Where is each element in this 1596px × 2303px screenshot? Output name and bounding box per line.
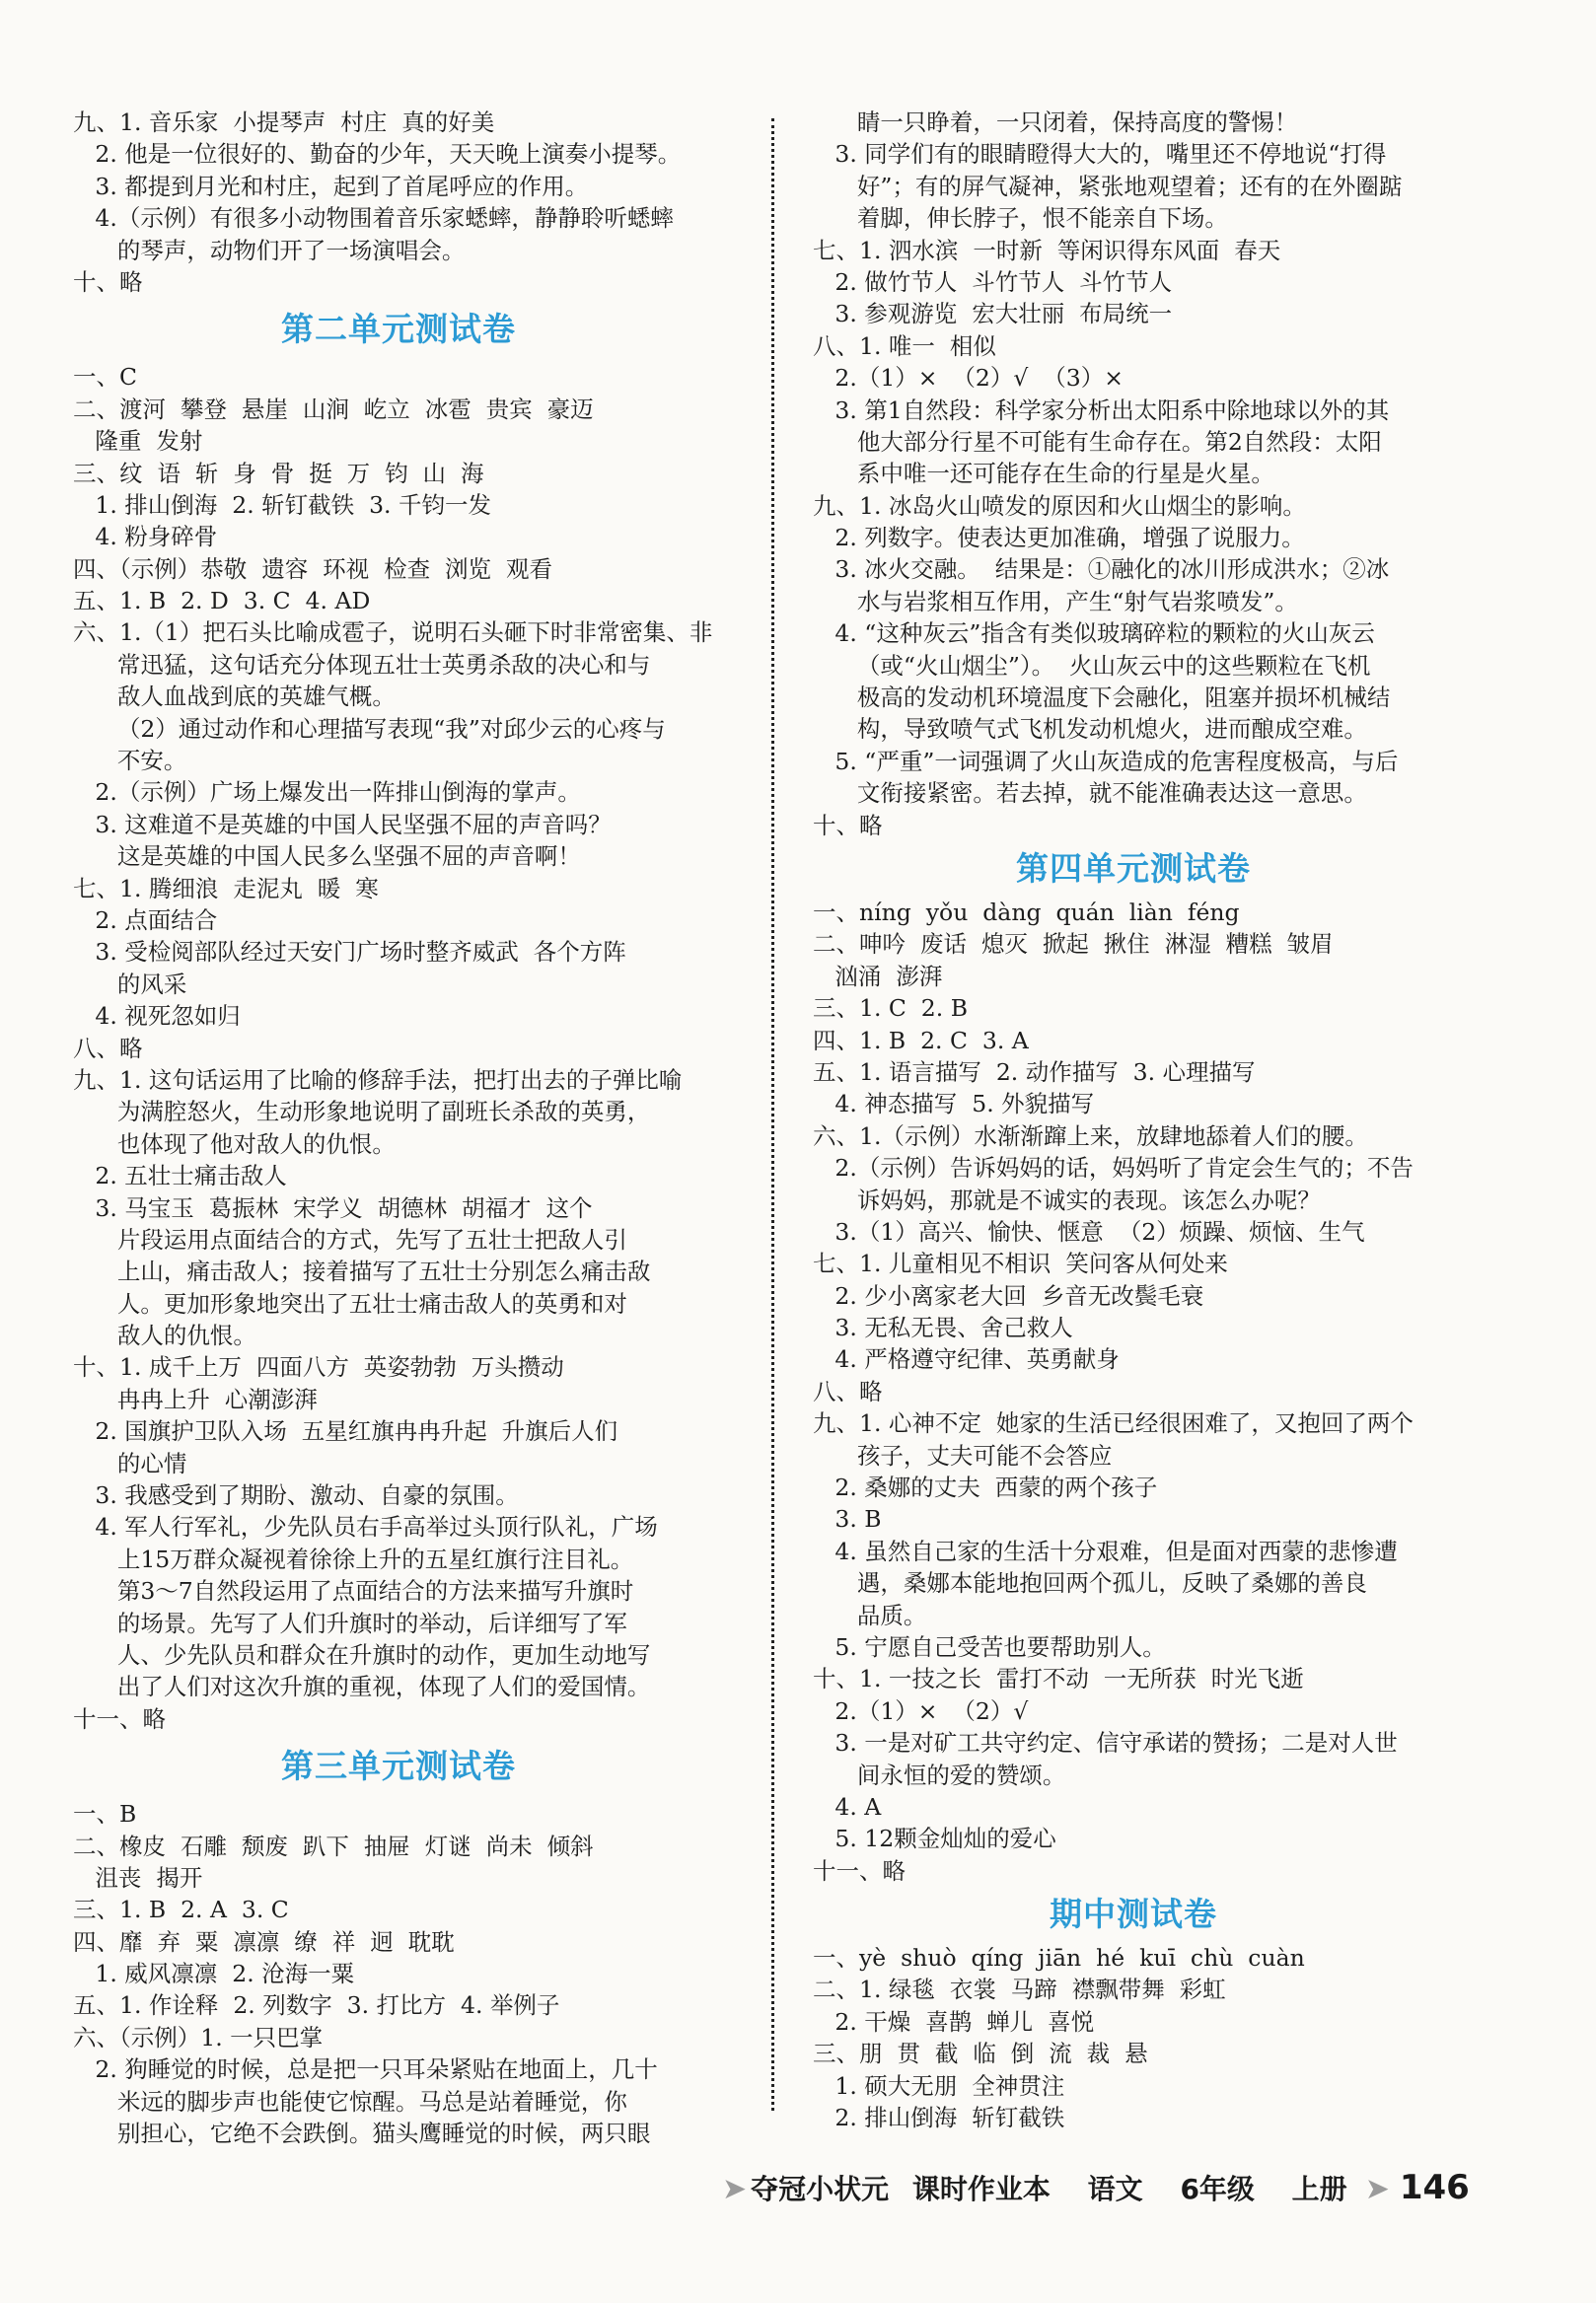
answer-line: 十、1. 一技之长 雷打不动 一无所获 时光飞逝 — [813, 1665, 1304, 1693]
answer-line: 九、1. 音乐家 小提琴声 村庄 真的好美 — [73, 108, 495, 136]
answer-line: 十、略 — [73, 267, 143, 296]
answer-line: 3. 都提到月光和村庄，起到了首尾呼应的作用。 — [73, 172, 589, 200]
answer-line: 七、1. 腾细浪 走泥丸 暖 寒 — [73, 874, 379, 902]
answer-line: 3. 一是对矿工共守约定、信守承诺的赞扬；二是对人世 — [813, 1729, 1398, 1758]
section-title: 期中测试卷 — [1050, 1895, 1217, 1934]
answer-line: 这是英雄的中国人民多么坚强不屈的声音啊！ — [73, 842, 581, 871]
answer-line: 系中唯一还可能存在生命的行星是火星。 — [813, 460, 1274, 488]
answer-line: 2.（1）× （2）√ （3）× — [813, 364, 1124, 393]
answer-line: 片段运用点面结合的方式，先写了五壮士把敌人引 — [73, 1225, 627, 1254]
answer-line: 4. 军人行军礼，少先队员右手高举过头顶行队礼，广场 — [73, 1513, 658, 1542]
answer-line: 一、B — [73, 1800, 137, 1829]
answer-line: 2. 少小离家老大回 乡音无改鬓毛衰 — [813, 1281, 1204, 1310]
answer-line: 4.（示例）有很多小动物围着音乐家蟋蟀，静静聆听蟋蟀 — [73, 204, 674, 233]
answer-line: 4. “这种灰云”指含有类似玻璃碎粒的颗粒的火山灰云 — [813, 619, 1375, 648]
answer-line: 出了人们对这次升旗的重视，体现了人们的爱国情。 — [73, 1673, 651, 1701]
answer-line: 3. 我感受到了期盼、激动、自豪的氛围。 — [73, 1481, 519, 1510]
answer-line: 二、渡河 攀登 悬崖 山涧 屹立 冰雹 贵宾 豪迈 — [73, 395, 594, 423]
answer-line: 一、C — [73, 363, 137, 392]
answer-line: 1. 硕大无朋 全神贯注 — [813, 2071, 1065, 2100]
answer-line: 着脚，伸长脖子，恨不能亲自下场。 — [813, 204, 1228, 233]
answer-line: 的琴声，动物们开了一场演唱会。 — [73, 236, 466, 264]
answer-line: 四、1. B 2. C 3. A — [813, 1026, 1029, 1054]
answer-line: 八、1. 唯一 相似 — [813, 331, 996, 360]
answer-line: 二、呻吟 废话 熄灭 掀起 揪住 淋湿 糟糕 皱眉 — [813, 930, 1334, 959]
answer-line: 隆重 发射 — [73, 427, 203, 456]
answer-line: 四、（示例）恭敬 遗容 环视 检查 浏览 观看 — [73, 554, 552, 583]
answer-line: 汹涌 澎湃 — [813, 962, 943, 990]
answer-line: 3. 参观游览 宏大壮丽 布局统一 — [813, 300, 1173, 328]
answer-line: 2.（示例）广场上爆发出一阵排山倒海的掌声。 — [73, 778, 581, 807]
page-number: 146 — [1399, 2168, 1470, 2207]
answer-line: 2.（1）× （2）√ — [813, 1696, 1029, 1725]
answer-line: 2. 狗睡觉的时候，总是把一只耳朵紧贴在地面上，几十 — [73, 2055, 658, 2084]
footer-brand: 夺冠小状元 — [751, 2173, 890, 2205]
answer-line: 5. 12颗金灿灿的爱心 — [813, 1825, 1056, 1853]
page-footer — [718, 2165, 1470, 2210]
answer-line: 敌人的仇恨。 — [73, 1322, 256, 1350]
answer-line: 三、1. B 2. A 3. C — [73, 1896, 289, 1924]
answer-line: 好”；有的屏气凝神，紧张地观望着；还有的在外圈踮 — [813, 172, 1403, 200]
answer-line: 六、（示例）1. 一只巴掌 — [73, 2023, 324, 2051]
answer-line: 二、1. 绿毯 衣裳 马蹄 襟飘带舞 彩虹 — [813, 1976, 1226, 2004]
answer-line: 二、橡皮 石雕 颓废 趴下 抽屉 灯谜 尚未 倾斜 — [73, 1832, 594, 1860]
section-title: 第四单元测试卷 — [1016, 848, 1251, 888]
answer-line: 三、纹 语 斩 身 骨 挺 万 钧 山 海 — [73, 459, 484, 487]
answer-line: 4. 严格遵守纪律、英勇献身 — [813, 1345, 1120, 1374]
answer-line: 的场景。先写了人们升旗时的举动，后详细写了军 — [73, 1609, 627, 1637]
answer-line: 九、1. 冰岛火山喷发的原因和火山烟尘的影响。 — [813, 491, 1306, 520]
answer-line: 六、1.（示例）水渐渐蹿上来，放肆地舔着人们的腰。 — [813, 1121, 1368, 1150]
answer-line: 的风采 — [73, 970, 187, 998]
answer-line: 3. 第1自然段：科学家分析出太阳系中除地球以外的其 — [813, 396, 1390, 424]
answer-line: 十一、略 — [73, 1704, 166, 1733]
answer-line: 3. 马宝玉 葛振林 宋学义 胡德林 胡福才 这个 — [73, 1193, 593, 1222]
answer-line: 4. A — [813, 1792, 882, 1821]
answer-line: 2. 点面结合 — [73, 905, 218, 934]
answer-line: 构，导致喷气式飞机发动机熄火，进而酿成空难。 — [813, 715, 1367, 744]
answer-line: 为满腔怒火，生动形象地说明了副班长杀敌的英勇， — [73, 1098, 651, 1126]
answer-line: 4. 视死忽如归 — [73, 1002, 241, 1031]
answer-line: 上15万群众凝视着徐徐上升的五星红旗行注目礼。 — [73, 1545, 634, 1573]
answer-line: 冉冉上升 心潮澎湃 — [73, 1385, 318, 1413]
answer-line: 水与岩浆相互作用，产生“射气岩浆喷发”。 — [813, 587, 1298, 615]
answer-line: 五、1. 语言描写 2. 动作描写 3. 心理描写 — [813, 1057, 1256, 1086]
answer-line: 第3～7自然段运用了点面结合的方法来描写升旗时 — [73, 1577, 634, 1606]
answer-line: 3. 冰火交融。 结果是：①融化的冰川形成洪水；②冰 — [813, 555, 1390, 584]
answer-line: 六、1.（1）把石头比喻成雹子，说明石头砸下时非常密集、非 — [73, 618, 713, 647]
answer-line: 孩子，丈夫可能不会答应 — [813, 1441, 1113, 1470]
answer-line: 5. 宁愿自己受苦也要帮助别人。 — [813, 1632, 1166, 1661]
answer-line: 文衔接紧密。若去掉，就不能准确表达这一意思。 — [813, 779, 1367, 808]
answer-line: 五、1. B 2. D 3. C 4. AD — [73, 587, 371, 615]
answer-line: 常迅猛，这句话充分体现五壮士英勇杀敌的决心和与 — [73, 650, 651, 679]
section-title: 第三单元测试卷 — [281, 1747, 516, 1786]
section-title: 第二单元测试卷 — [281, 310, 516, 349]
answer-line: 品质。 — [813, 1601, 927, 1629]
answer-line: 1. 威风凛凛 2. 沧海一粟 — [73, 1960, 355, 1988]
answer-line: 2. 国旗护卫队入场 五星红旗冉冉升起 升旗后人们 — [73, 1417, 618, 1446]
column-divider — [771, 118, 774, 2111]
footer-grade: 6年级 — [1180, 2173, 1255, 2205]
answer-line: 九、1. 心神不定 她家的生活已经很困难了，又抱回了两个 — [813, 1409, 1414, 1438]
answer-line: 三、1. C 2. B — [813, 994, 968, 1023]
answer-line: 九、1. 这句话运用了比喻的修辞手法，把打出去的子弹比喻 — [73, 1065, 683, 1094]
arrow-icon: ➤ — [722, 2172, 748, 2206]
answer-line: （2）通过动作和心理描写表现“我”对邱少云的心疼与 — [73, 714, 666, 743]
answer-line: 十、略 — [813, 811, 883, 839]
answer-line: 一、níng yǒu dàng quán liàn féng — [813, 898, 1240, 926]
left-column — [73, 107, 724, 2149]
answer-line: 八、略 — [73, 1034, 143, 1062]
answer-line: 1. 排山倒海 2. 斩钉截铁 3. 千钧一发 — [73, 490, 491, 519]
answer-line: 七、1. 泗水滨 一时新 等闲识得东风面 春天 — [813, 236, 1281, 264]
answer-line: 遇，桑娜本能地抱回两个孤儿，反映了桑娜的善良 — [813, 1569, 1367, 1598]
answer-line: 人。更加形象地突出了五壮士痛击敌人的英勇和对 — [73, 1289, 627, 1318]
answer-line: 4. 粉身碎骨 — [73, 523, 218, 551]
answer-line: 一、yè shuò qíng jiān hé kuī chù cuàn — [813, 1944, 1305, 1973]
answer-line: 别担心，它绝不会跌倒。猫头鹰睡觉的时候，两只眼 — [73, 2120, 651, 2148]
answer-line: 睛一只睁着，一只闭着，保持高度的警惕！ — [813, 108, 1298, 136]
answer-line: 米远的脚步声也能使它惊醒。马总是站着睡觉，你 — [73, 2087, 627, 2116]
answer-line: 2. 五壮士痛击敌人 — [73, 1162, 287, 1190]
answer-line: 5. “严重”一词强调了火山灰造成的危害程度极高，与后 — [813, 747, 1399, 775]
footer-series: 课时作业本 — [911, 2173, 1051, 2205]
answer-line: 的心情 — [73, 1449, 187, 1477]
answer-line: 三、朋 贯 截 临 倒 流 裁 悬 — [813, 2040, 1148, 2068]
answer-line: 沮丧 揭开 — [73, 1863, 203, 1892]
answer-line: 极高的发动机环境温度下会融化，阻塞并损坏机械结 — [813, 684, 1391, 712]
answer-line: 不安。 — [73, 747, 187, 775]
answer-line: 3. 受检阅部队经过天安门广场时整齐威武 各个方阵 — [73, 938, 626, 967]
answer-line: 4. 神态描写 5. 外貌描写 — [813, 1090, 1095, 1118]
answer-line: 间永恒的爱的赞颂。 — [813, 1761, 1066, 1789]
answer-line: 他大部分行星不可能有生命存在。第2自然段：太阳 — [813, 427, 1382, 456]
answer-line: 2. 干燥 喜鹊 蝉儿 喜悦 — [813, 2007, 1095, 2036]
answer-line: 十、1. 成千上万 四面八方 英姿勃勃 万头攒动 — [73, 1353, 564, 1382]
answer-line: 2. 排山倒海 斩钉截铁 — [813, 2104, 1065, 2132]
answer-line: 4. 虽然自己家的生活十分艰难，但是面对西蒙的悲惨遭 — [813, 1537, 1398, 1565]
answer-line: 3. 无私无畏、舍己救人 — [813, 1314, 1073, 1342]
answer-line: 3.（1）高兴、愉快、惬意 （2）烦躁、烦恼、生气 — [813, 1217, 1365, 1246]
answer-line: 3. B — [813, 1505, 882, 1534]
right-column — [813, 107, 1454, 2133]
answer-line: （或“火山烟尘”）。 火山灰云中的这些颗粒在飞机 — [813, 651, 1371, 680]
answer-line: 七、1. 儿童相见不相识 笑问客从何处来 — [813, 1250, 1228, 1278]
answer-line: 2.（示例）告诉妈妈的话，妈妈听了肯定会生气的；不告 — [813, 1154, 1414, 1183]
answer-line: 上山，痛击敌人；接着描写了五壮士分别怎么痛击敌 — [73, 1258, 651, 1286]
answer-line: 八、略 — [813, 1377, 883, 1405]
answer-line: 四、靡 弃 粟 凛凛 缭 祥 迥 耽耽 — [73, 1927, 455, 1956]
footer-volume: 上册 — [1291, 2173, 1347, 2205]
footer-subject: 语文 — [1087, 2173, 1143, 2205]
answer-line: 诉妈妈，那就是不诚实的表现。该怎么办呢？ — [813, 1186, 1321, 1214]
answer-line: 2. 桑娜的丈夫 西蒙的两个孩子 — [813, 1474, 1158, 1502]
answer-line: 敌人血战到底的英雄气概。 — [73, 683, 396, 711]
answer-line: 十一、略 — [813, 1856, 906, 1885]
answer-line: 2. 做竹节人 斗竹节人 斗竹节人 — [813, 267, 1173, 296]
answer-line: 3. 同学们有的眼睛瞪得大大的，嘴里还不停地说“打得 — [813, 140, 1387, 169]
answer-line: 五、1. 作诠释 2. 列数字 3. 打比方 4. 举例子 — [73, 1991, 560, 2020]
arrow-icon: ➤ — [1364, 2172, 1390, 2206]
answer-line: 2. 他是一位很好的、勤奋的少年，天天晚上演奏小提琴。 — [73, 140, 682, 169]
answer-line: 人、少先队员和群众在升旗时的动作，更加生动地写 — [73, 1640, 651, 1669]
answer-line: 2. 列数字。使表达更加准确，增强了说服力。 — [813, 524, 1305, 552]
answer-line: 3. 这难道不是英雄的中国人民坚强不屈的声音吗？ — [73, 810, 612, 838]
answer-line: 也体现了他对敌人的仇恨。 — [73, 1129, 396, 1158]
